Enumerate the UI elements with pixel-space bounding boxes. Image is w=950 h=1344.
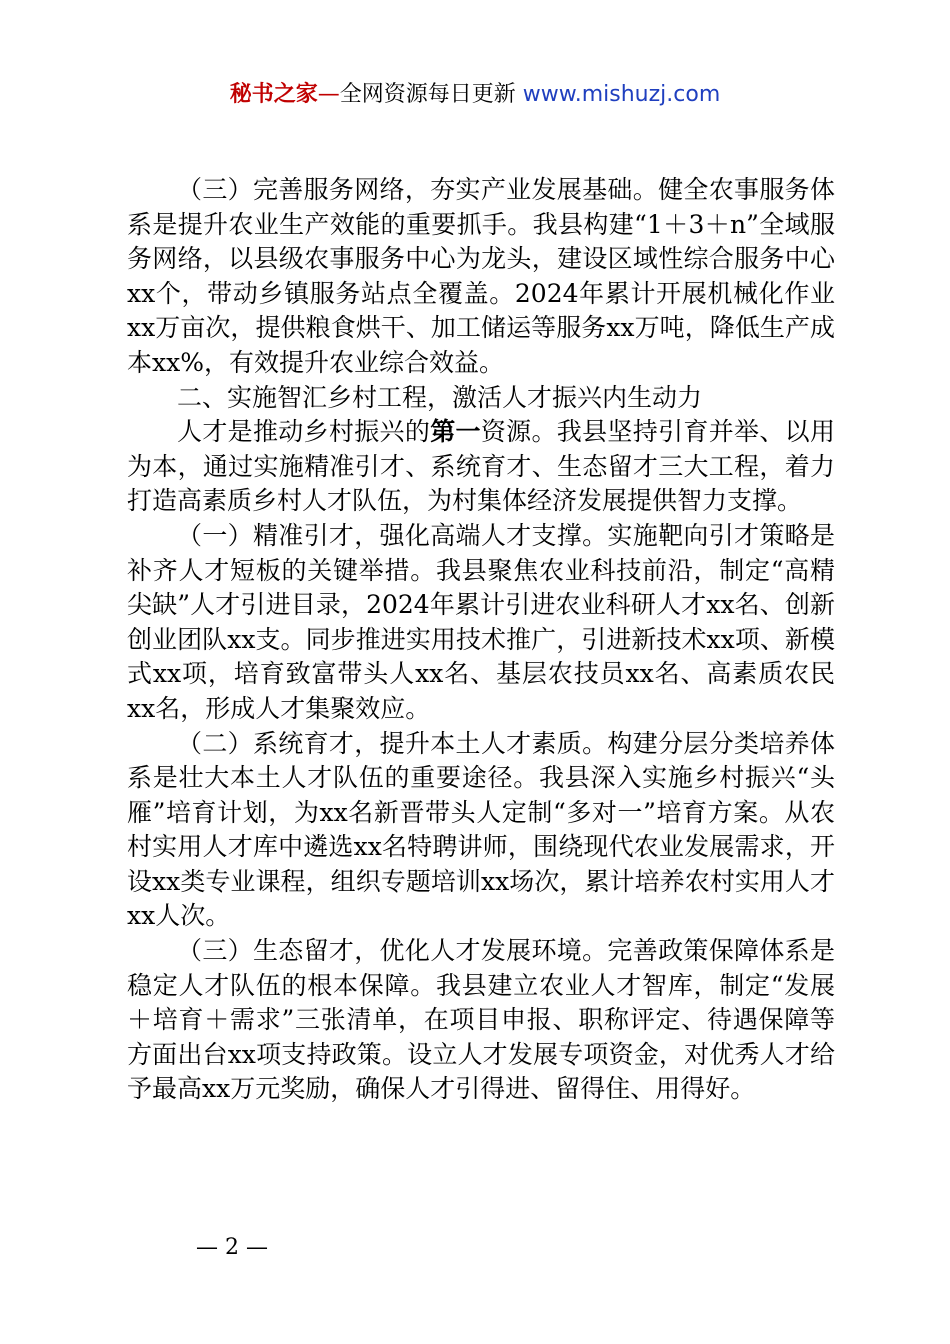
site-brand: 秘书之家 [229, 82, 318, 107]
paragraph-retain-talent: （三）生态留才，优化人才发展环境。完善政策保障体系是稳定人才队伍的根本保障。我县建立农业人才智库，制定“发展＋培育＋需求”三张清单，在项目申报、职称评定、待遇保障等方面出台xx项支持政策。设立人才发展专项资金，对优秀人才给予最高xx万元奖励，确保人才引得进、留得住、用得好。 [127, 936, 835, 1104]
document-body [127, 173, 835, 1107]
site-header [0, 80, 950, 110]
site-url[interactable]: www.mishuzj.com [522, 82, 721, 107]
talent-intro-before: 人才是推动乡村振兴的 [177, 417, 431, 447]
paragraph-cultivate-talent: （二）系统育才，提升本土人才素质。构建分层分类培养体系是壮大本土人才队伍的重要途径。我县深入实施乡村振兴“头雁”培育计划，为xx名新晋带头人定制“多对一”培育方案。从农村实用人才库中遴选xx名特聘讲师，围绕现代农业发展需求，开设xx类专业课程，组织专题培训xx场次，累计培养农村实用人才xx人次。 [127, 728, 835, 931]
section-heading-talent: 二、实施智汇乡村工程，激活人才振兴内生动力 [177, 382, 703, 412]
paragraph-service-network: （三）完善服务网络，夯实产业发展基础。健全农事服务体系是提升农业生产效能的重要抓手。我县构建“1＋3＋n”全域服务网络，以县级农事服务中心为龙头，建设区域性综合服务中心xx个，带动乡镇服务站点全覆盖。2024年累计开展机械化作业xx万亩次，提供粮食烘干、加工储运等服务xx万吨，降低生产成本xx%，有效提升农业综合效益。 [127, 175, 835, 377]
paragraph-recruit-talent: （一）精准引才，强化高端人才支撑。实施靶向引才策略是补齐人才短板的关键举措。我县聚焦农业科技前沿，制定“高精尖缺”人才引进目录，2024年累计引进农业科研人才xx名、创新创业团队xx支。同步推进实用技术推广，引进新技术xx项、新模式xx项，培育致富带头人xx名、基层农技员xx名、高素质农民xx名，形成人才集聚效应。 [127, 520, 835, 723]
talent-intro-bold: 第一 [430, 417, 481, 447]
site-tagline: 全网资源每日更新 [339, 82, 516, 107]
page-number: — 2 — [196, 1235, 268, 1260]
paragraph-talent-intro [127, 415, 835, 519]
header-dash: — [317, 82, 340, 107]
talent-intro-after: 资源。我县坚持引育并举、以用为本，通过实施精准引才、系统育才、生态留才三大工程，着力打造高素质乡村人才队伍，为村集体经济发展提供智力支撑。 [127, 417, 835, 516]
